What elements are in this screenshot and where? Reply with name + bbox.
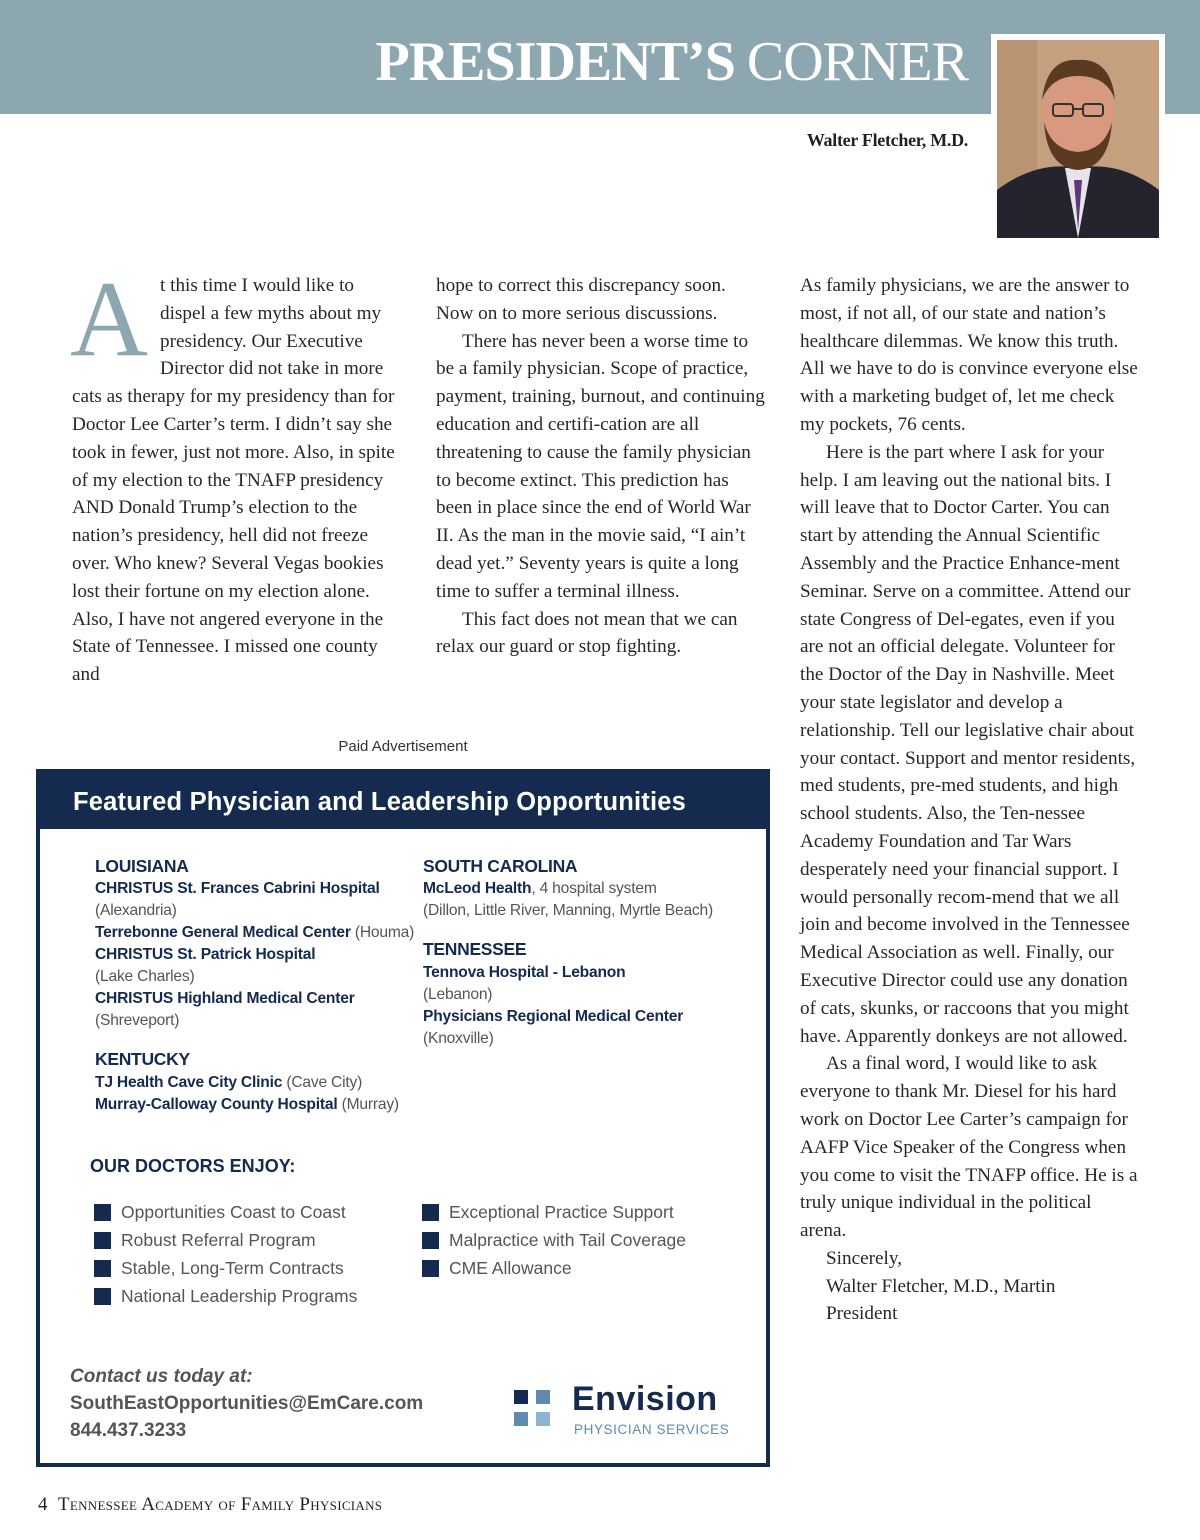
ad-title: Featured Physician and Leadership Opportunities xyxy=(40,773,766,829)
hospital-loc: (Lake Charles) xyxy=(95,968,195,985)
state-heading: LOUISIANA xyxy=(95,856,189,876)
list-item xyxy=(94,1282,357,1310)
hospital-loc: (Shreveport) xyxy=(95,1012,180,1029)
hospital-name: CHRISTUS St. Frances Cabrini Hospital xyxy=(95,880,380,897)
hospital-entry xyxy=(95,1094,399,1116)
hospital-location xyxy=(95,1010,179,1032)
signature: Walter Fletcher, M.D., Martin xyxy=(826,1275,1056,1297)
paragraph: Here is the part where I ask for your help. I am leaving out the national bits. I will leave that to Doctor Carter. You can start by attending the Annual Scientific Assembly and the Practice Enhance-ment Seminar. Serve on a committee. Attend our state Congress of Del-egates, even if you are not an official delegate. Volunteer for the Doctor of the Day in Nashville. Meet your state legislator and develop a relationship. Tell our legislative chair about your contact. Support and mentor residents, med students, pre-med students, and high school students. Also, the Ten-nessee Academy Foundation and Tar Wars desperately need your financial support. I would personally recom-mend that we all join and become involved in the Tennessee Medical Association as well. Finally, our Executive Director could use any donation of cats, skunks, or raccoons that you might have. Apparently donkeys are not allowed. xyxy=(800,441,1136,1047)
logo-square xyxy=(536,1390,550,1404)
list-item xyxy=(422,1226,686,1254)
state-heading: KENTUCKY xyxy=(95,1049,190,1069)
contact-label: Contact us today at: xyxy=(70,1366,253,1387)
paragraph: As family physicians, we are the answer to most, if not all, of our state and nation’s healthcare dilemmas. We know this truth. All we have to do is convince everyone else with a marketing budget of, let me check my pockets, 76 cents. xyxy=(800,275,1138,435)
benefit-text: Opportunities Coast to Coast xyxy=(121,1201,346,1222)
logo-square xyxy=(514,1412,528,1426)
contact-block xyxy=(70,1363,423,1444)
article-column-2 xyxy=(436,272,766,661)
list-item xyxy=(422,1254,686,1282)
benefit-text: Malpractice with Tail Coverage xyxy=(449,1229,687,1250)
hospital-name: Terrebonne General Medical Center xyxy=(95,924,351,941)
signature-title: President xyxy=(826,1303,898,1325)
contact-phone[interactable]: 844.437.3233 xyxy=(70,1420,187,1441)
hospital-entry xyxy=(95,1072,362,1094)
page-title xyxy=(376,30,968,94)
hospital-entry xyxy=(423,962,625,984)
square-bullet-icon xyxy=(422,1204,439,1221)
hospital-loc: (Alexandria) xyxy=(95,902,177,919)
hospital-location xyxy=(423,900,713,922)
page-footer xyxy=(38,1494,382,1516)
hospital-name: Physicians Regional Medical Center xyxy=(423,1008,684,1025)
paragraph: hope to correct this discrepancy soon. Now on to more serious discussions. xyxy=(436,275,726,324)
hospital-loc: (Cave City) xyxy=(286,1074,363,1091)
logo-square xyxy=(514,1390,528,1404)
advertisement xyxy=(36,769,770,1467)
benefit-text: CME Allowance xyxy=(449,1257,572,1278)
hospital-name: Murray-Calloway County Hospital xyxy=(95,1096,338,1113)
hospital-loc: (Lebanon) xyxy=(423,986,493,1003)
page-title-bold: PRESIDENT’S xyxy=(375,31,735,93)
article-column-1 xyxy=(70,260,402,689)
square-bullet-icon xyxy=(94,1288,111,1305)
signoff: Sincerely, xyxy=(826,1247,903,1269)
page-title-light: CORNER xyxy=(746,31,968,93)
hospital-entry xyxy=(423,878,657,900)
hospital-loc: (Murray) xyxy=(341,1096,399,1113)
benefits-heading: OUR DOCTORS ENJOY: xyxy=(90,1156,296,1176)
drop-cap: A xyxy=(70,260,148,379)
hospital-location xyxy=(423,1028,494,1050)
list-item xyxy=(422,1198,686,1226)
portrait-illustration xyxy=(997,40,1159,238)
hospital-entry xyxy=(423,1006,683,1028)
square-bullet-icon xyxy=(94,1232,111,1249)
publication-name: Tennessee Academy of Family Physicians xyxy=(57,1494,383,1515)
benefit-text: Exceptional Practice Support xyxy=(449,1201,674,1222)
hospital-name: CHRISTUS Highland Medical Center xyxy=(95,990,355,1007)
list-item xyxy=(94,1254,357,1282)
hospital-loc: (Dillon, Little River, Manning, Myrtle Beach) xyxy=(423,902,713,919)
hospital-loc: (Knoxville) xyxy=(423,1030,494,1047)
envision-squares-icon xyxy=(514,1390,564,1434)
square-bullet-icon xyxy=(422,1232,439,1249)
author-byline: Walter Fletcher, M.D. xyxy=(806,130,968,150)
hospital-entry xyxy=(95,878,380,900)
list-item xyxy=(94,1226,357,1254)
paragraph: As a final word, I would like to ask everyone to thank Mr. Diesel for his hard work on Doctor Lee Carter’s campaign for AAFP Vice Speaker of the Congress when you come to visit the TNAFP office. He is a truly unique individual in the political arena. xyxy=(800,1053,1138,1242)
state-heading: SOUTH CAROLINA xyxy=(423,856,578,876)
hospital-name: McLeod Health xyxy=(423,880,532,897)
benefits-list-right xyxy=(422,1198,686,1282)
benefit-text: Stable, Long-Term Contracts xyxy=(121,1257,344,1278)
page-number: 4 xyxy=(38,1494,48,1515)
hospital-name: TJ Health Cave City Clinic xyxy=(95,1074,283,1091)
hospital-entry xyxy=(95,944,315,966)
paragraph: This fact does not mean that we can relax our guard or stop fighting. xyxy=(436,608,738,658)
hospital-location xyxy=(423,984,492,1006)
author-photo xyxy=(991,34,1165,244)
contact-email[interactable]: SouthEastOpportunities@EmCare.com xyxy=(70,1393,424,1414)
square-bullet-icon xyxy=(422,1260,439,1277)
hospital-location xyxy=(95,966,194,988)
article-column-3 xyxy=(800,272,1140,1328)
hospital-loc: , 4 hospital system xyxy=(531,880,657,897)
paragraph: There has never been a worse time to be a family physician. Scope of practice, payment, training, burnout, and continuing education and certifi-cation are all threatening to cause the family physician to become extinct. This prediction has been in place since the end of World War II. As the man in the movie said, “I ain’t dead yet.” Seventy years is quite a long time to suffer a terminal illness. xyxy=(436,330,765,602)
benefit-text: Robust Referral Program xyxy=(121,1229,316,1250)
envision-logo xyxy=(514,1380,744,1440)
hospital-entry xyxy=(95,922,414,944)
hospital-entry xyxy=(95,988,355,1010)
square-bullet-icon xyxy=(94,1204,111,1221)
hospital-name: CHRISTUS St. Patrick Hospital xyxy=(95,946,316,963)
brand-name: Envision xyxy=(572,1380,718,1418)
ad-label: Paid Advertisement xyxy=(338,738,468,755)
state-heading: TENNESSEE xyxy=(423,939,527,959)
logo-square xyxy=(536,1412,550,1426)
hospital-location xyxy=(95,900,177,922)
brand-subtitle: PHYSICIAN SERVICES xyxy=(574,1422,730,1437)
benefits-list-left xyxy=(94,1198,357,1310)
square-bullet-icon xyxy=(94,1260,111,1277)
hospital-name: Tennova Hospital - Lebanon xyxy=(423,964,626,981)
benefit-text: National Leadership Programs xyxy=(121,1285,358,1306)
paragraph: t this time I would like to dispel a few myths about my presidency. Our Executive Director did not take in more cats as therapy for my presidency than for Doctor Lee Carter’s term. I didn’t say she took in fewer, just not more. Also, in spite of my election to the TNAFP presidency AND Donald Trump’s election to the nation’s presidency, hell did not freeze over. Who knew? Several Vegas bookies lost their fortune on my election alone. Also, I have not angered everyone in the State of Tennessee. I missed one county and xyxy=(72,275,395,686)
hospital-loc: (Houma) xyxy=(354,924,415,941)
portrait-image xyxy=(997,40,1159,238)
list-item xyxy=(94,1198,357,1226)
